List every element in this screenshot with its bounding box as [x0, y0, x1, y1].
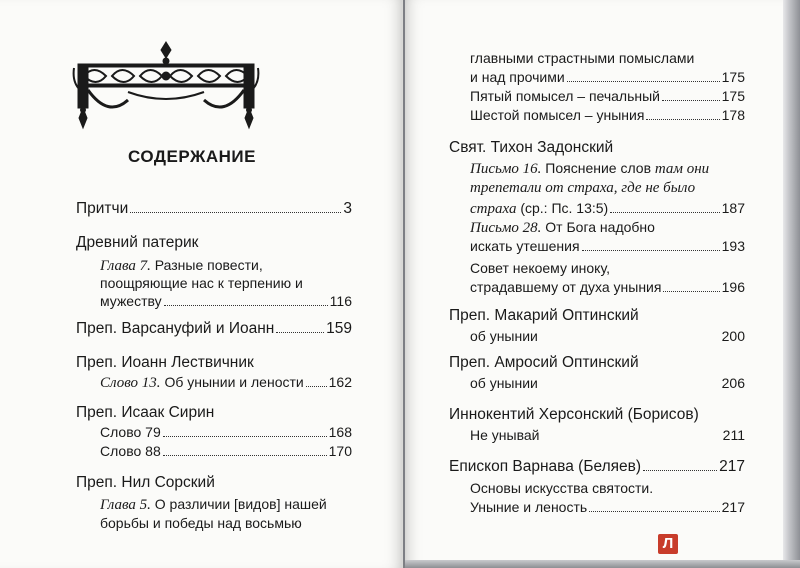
toc-entry-letter-28[interactable]: искать утешения 193 [470, 238, 745, 254]
page-number: 206 [721, 375, 745, 391]
dot-leader [610, 212, 719, 213]
page-number: 170 [328, 443, 352, 459]
dot-leader [643, 470, 717, 471]
toc-entry-line: борьбы и победы над восьмью [100, 515, 302, 531]
toc-entry-varnava[interactable]: Епископ Варнава (Беляев) 217 [449, 458, 745, 475]
toc-entry-line: Основы искусства святости. [470, 480, 654, 496]
toc-entry-line: трепетали от страха, где не было [470, 180, 696, 196]
section-heading: Древний патерик [76, 234, 199, 251]
dot-leader [646, 119, 719, 120]
page-number: 178 [721, 107, 745, 123]
toc-entry-innokentiy[interactable]: Не унывай 211 [470, 427, 745, 443]
toc-entry-label: Притчи [76, 200, 129, 217]
page-number: 175 [721, 88, 745, 104]
section-heading: Преп. Нил Сорский [76, 474, 215, 491]
toc-entry-amvrosiy[interactable]: об унынии 206 [470, 375, 745, 391]
toc-entry-line: главными страстными помыслами [470, 50, 695, 66]
toc-entry-isaak-88[interactable]: Слово 88 170 [100, 443, 352, 459]
dot-leader [164, 305, 328, 306]
page-number: 3 [343, 200, 352, 217]
toc-entry-line: поощряющие нас к терпению и [100, 275, 303, 291]
book-edge-bottom [405, 560, 800, 568]
section-heading: Преп. Амросий Оптинский [449, 354, 639, 371]
decorative-header-ornament [72, 40, 260, 132]
section-heading: Свят. Тихон Задонский [449, 139, 614, 156]
section-heading: Преп. Иоанн Лествичник [76, 354, 254, 371]
dot-leader [163, 455, 327, 456]
dot-leader [582, 250, 720, 251]
section-heading: Преп. Исаак Сирин [76, 404, 215, 421]
toc-entry-letter-16[interactable]: страха (ср.: Пс. 13:5) 187 [470, 200, 745, 217]
dot-leader [662, 100, 720, 101]
dot-leader [130, 212, 341, 213]
toc-entry-lestvichnik[interactable]: Слово 13. Об унынии и лености 162 [100, 374, 352, 391]
toc-entry-pritchi[interactable] [76, 200, 352, 220]
dot-leader [663, 291, 719, 292]
toc-entry-unynie[interactable]: Уныние и леность 217 [470, 499, 745, 515]
page-number: 116 [329, 293, 352, 309]
toc-entry-sovet[interactable]: страдавшему от духа уныния 196 [470, 279, 745, 295]
dot-leader [306, 386, 327, 387]
page-number: 200 [721, 328, 745, 344]
right-page [405, 0, 783, 568]
toc-entry-fifth-thought[interactable]: Пятый помысел – печальный 175 [470, 88, 745, 104]
page-number: 175 [721, 69, 745, 85]
page-number: 217 [719, 458, 745, 475]
toc-entry-line: Письмо 16. Пояснение слов там они [470, 160, 710, 177]
toc-entry-makariy[interactable]: об унынии 200 [470, 328, 745, 344]
labirint-logo-icon: Л [658, 534, 678, 554]
toc-entry-line: Письмо 28. От Бога надобно [470, 219, 655, 236]
dot-leader [567, 81, 720, 82]
dot-leader [163, 436, 327, 437]
page-title: СОДЕРЖАНИЕ [128, 147, 256, 166]
page-number: 211 [722, 427, 745, 443]
toc-entry-isaak-79[interactable]: Слово 79 168 [100, 424, 352, 440]
dot-leader [276, 332, 324, 333]
page-number: 159 [326, 320, 352, 337]
toc-entry-sixth-thought[interactable]: Шестой помысел – уныния 178 [470, 107, 745, 123]
toc-entry-varsanufiy[interactable]: Преп. Варсануфий и Иоанн 159 [76, 320, 352, 337]
toc-entry-line: Совет некоему иноку, [470, 260, 610, 276]
page-number: 217 [721, 499, 745, 515]
page-number: 162 [328, 374, 352, 390]
toc-entry-line: Глава 5. О различии [видов] нашей [100, 496, 327, 513]
section-heading: Иннокентий Херсонский (Борисов) [449, 406, 699, 423]
book-edge [783, 0, 800, 568]
page-number: 196 [721, 279, 745, 295]
page-number: 187 [721, 200, 745, 216]
page-number: 193 [721, 238, 745, 254]
dot-leader [589, 511, 719, 512]
toc-entry-patericon[interactable]: мужеству 116 [100, 293, 352, 309]
section-heading: Преп. Макарий Оптинский [449, 307, 639, 324]
toc-entry-nil[interactable]: и над прочими 175 [470, 69, 745, 85]
page-number: 168 [328, 424, 352, 440]
toc-entry-line: Глава 7. Разные повести, [100, 257, 263, 274]
